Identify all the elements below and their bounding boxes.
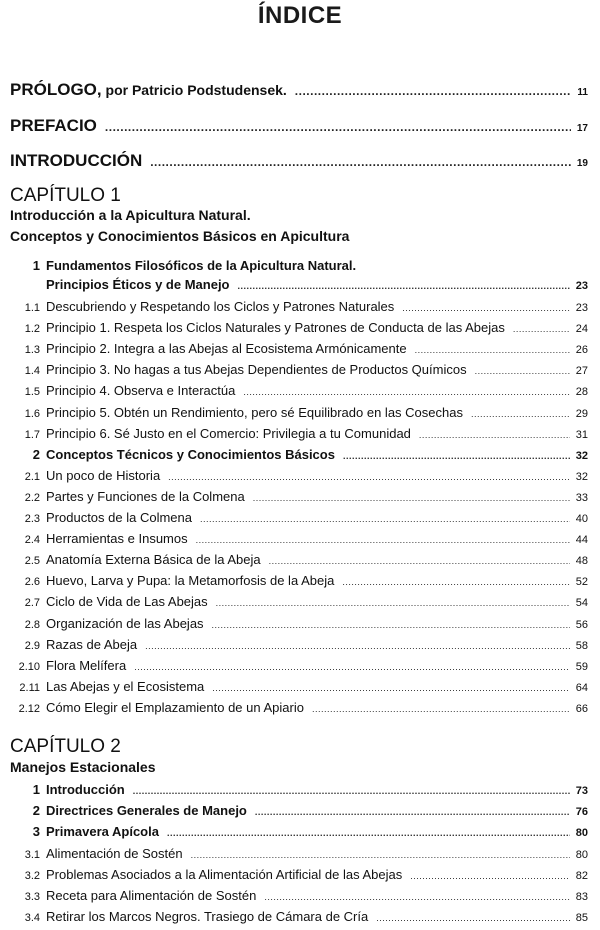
leader-dots <box>212 620 570 630</box>
page-number: 33 <box>575 491 588 504</box>
entry-label: Las Abejas y el Ecosistema <box>46 678 205 694</box>
entry-number: 3.4 <box>24 912 40 925</box>
entry-label: Receta para Alimentación de Sostén <box>46 888 257 903</box>
toc-entry[interactable] <box>10 489 588 504</box>
index-title: ÍNDICE <box>257 2 343 29</box>
leader-dots <box>216 598 570 608</box>
toc-entry[interactable] <box>10 679 588 694</box>
leader-dots <box>243 387 569 397</box>
entry-number: 2 <box>32 803 40 819</box>
page-number: 40 <box>575 513 588 525</box>
entry-label: Anatomía Externa Básica de la Abeja <box>46 552 261 568</box>
page-number: 80 <box>575 827 588 840</box>
chapter-2-subtitle: Manejos Estacionales <box>10 759 156 775</box>
entry-label: Principio 1. Respeta los Ciclos Naturales y Patrones de Conducta de las Abejas <box>46 320 505 336</box>
toc-entry[interactable] <box>10 299 588 314</box>
entry-number: 2.11 <box>19 681 40 694</box>
leader-dots <box>253 493 570 503</box>
page-number: 82 <box>575 869 588 882</box>
entry-number: 3 <box>32 824 40 840</box>
page-number: 32 <box>575 449 588 462</box>
entry-number: 1.5 <box>24 386 40 399</box>
toc-entry[interactable] <box>10 573 588 588</box>
toc-entry[interactable] <box>10 531 588 546</box>
toc-entry[interactable] <box>10 782 588 797</box>
toc-entry-prefacio[interactable] <box>10 116 588 136</box>
entry-number: 1.4 <box>24 365 40 378</box>
entry-label: Principios Éticos y de Manejo <box>46 277 230 292</box>
page-number: 64 <box>575 681 588 694</box>
page-number: 58 <box>575 639 588 652</box>
leader-dots <box>376 913 570 923</box>
entry-label: Problemas Asociados a la Alimentación Artificial de las Abejas <box>46 866 403 882</box>
entry-number: 2.1 <box>24 470 40 483</box>
entry-number: 2.8 <box>24 618 40 631</box>
entry-label: Principio 4. Observa e Interactúa <box>46 383 236 399</box>
toc-entry[interactable] <box>10 405 588 420</box>
entry-number: 3.1 <box>24 848 40 861</box>
entry-label: Principio 3. No hagas a tus Abejas Dependientes de Productos Químicos <box>46 362 467 378</box>
toc-entry[interactable] <box>10 803 588 818</box>
toc-entry[interactable] <box>10 447 588 462</box>
entry-label: Descubriendo y Respetando los Ciclos y Patrones Naturales <box>46 299 395 314</box>
leader-dots <box>269 556 570 566</box>
entry-sublabel: por Patricio Podstudensek. <box>101 82 287 98</box>
leader-dots <box>255 807 570 817</box>
chapter-1-subtitle-line-1: Introducción a la Apicultura Natural. <box>10 207 251 223</box>
entry-number: 1 <box>32 258 40 273</box>
entry-number: 1.7 <box>24 428 40 441</box>
page-number: 73 <box>575 785 588 797</box>
toc-entry[interactable] <box>10 362 588 377</box>
page-number: 85 <box>575 912 588 925</box>
entry-label: Principio 5. Obtén un Rendimiento, pero sé Equilibrado en las Cosechas <box>46 404 463 420</box>
leader-dots <box>410 871 570 881</box>
entry-label: Conceptos Técnicos y Conocimientos Básicos <box>46 446 335 462</box>
entry-number: 2 <box>32 446 40 462</box>
leader-dots <box>343 451 570 461</box>
entry-number: 2.12 <box>18 702 40 715</box>
entry-number: 2.2 <box>24 491 40 504</box>
entry-label: PREFACIO <box>10 116 97 135</box>
page-number: 44 <box>575 534 588 547</box>
toc-entry[interactable] <box>10 552 588 567</box>
leader-dots <box>145 641 570 651</box>
toc-entry[interactable] <box>10 909 588 924</box>
entry-number: 2.7 <box>24 597 40 610</box>
page-number: 23 <box>575 280 588 292</box>
page-number: 80 <box>575 848 588 861</box>
page-number: 23 <box>575 302 588 314</box>
entry-label: Introducción <box>46 782 125 797</box>
entry-label: Ciclo de Vida de Las Abejas <box>46 594 208 610</box>
toc-entry[interactable] <box>10 320 588 335</box>
entry-number: 2.10 <box>18 660 40 673</box>
page-number: 31 <box>575 428 588 441</box>
leader-dots <box>295 84 572 98</box>
toc-entry[interactable] <box>10 383 588 398</box>
leader-dots <box>200 514 570 524</box>
page-number: 56 <box>575 618 588 631</box>
entry-number: 1.1 <box>24 302 40 314</box>
toc-entry[interactable] <box>10 658 588 673</box>
entry-number: 2.9 <box>24 639 40 652</box>
page-number: 48 <box>575 555 588 568</box>
leader-dots <box>167 828 570 838</box>
toc-entry[interactable] <box>10 700 588 715</box>
leader-dots <box>419 430 570 440</box>
page-number: 26 <box>575 344 588 357</box>
entry-label: Principio 6. Sé Justo en el Comercio: Privilegia a tu Comunidad <box>46 425 411 441</box>
toc-entry[interactable] <box>10 867 588 882</box>
entry-label: PRÓLOGO, <box>10 80 102 99</box>
page-number: 54 <box>575 597 588 610</box>
page-number: 17 <box>576 123 588 134</box>
leader-dots <box>134 662 570 672</box>
chapter-1-heading: CAPÍTULO 1 <box>10 185 121 206</box>
leader-dots <box>402 303 569 313</box>
page-number: 24 <box>575 323 588 336</box>
entry-number: 2.4 <box>24 534 40 547</box>
leader-dots <box>168 472 570 482</box>
page-number: 29 <box>575 407 588 420</box>
leader-dots <box>312 704 570 714</box>
entry-label: Herramientas e Insumos <box>46 531 188 547</box>
toc-entry-continuation[interactable] <box>10 277 588 292</box>
leader-dots <box>133 786 570 796</box>
entry-label: Flora Melífera <box>46 657 127 673</box>
leader-dots <box>264 892 569 902</box>
entry-label: Un poco de Historia <box>46 467 161 483</box>
entry-label: Cómo Elegir el Emplazamiento de un Apiario <box>46 699 304 715</box>
toc-entry-prologo[interactable] <box>10 80 588 100</box>
page-number: 76 <box>575 806 588 819</box>
toc-entry[interactable] <box>10 510 588 525</box>
leader-dots <box>475 366 570 376</box>
toc-entry[interactable] <box>10 341 588 356</box>
page-number: 83 <box>575 891 588 903</box>
leader-dots <box>196 535 570 545</box>
entry-label: Primavera Apícola <box>46 824 159 840</box>
chapter-1-subtitle-line-2: Conceptos y Conocimientos Básicos en Apicultura <box>10 228 350 244</box>
entry-label: Fundamentos Filosóficos de la Apicultura Natural. <box>46 258 357 273</box>
leader-dots <box>342 577 569 587</box>
entry-label: Partes y Funciones de la Colmena <box>46 488 245 504</box>
page-number: 52 <box>575 576 588 589</box>
page-number: 11 <box>577 87 588 98</box>
entry-number: 1.2 <box>24 323 40 336</box>
entry-label: Productos de la Colmena <box>46 510 192 525</box>
leader-dots <box>415 345 570 355</box>
leader-dots <box>471 409 570 419</box>
entry-number: 2.3 <box>24 513 40 525</box>
chapter-2-heading: CAPÍTULO 2 <box>10 736 121 757</box>
entry-number: 2.6 <box>24 576 40 589</box>
toc-entry-introduccion[interactable] <box>10 151 588 171</box>
entry-label: Huevo, Larva y Pupa: la Metamorfosis de la Abeja <box>46 573 335 589</box>
entry-number: 1 <box>32 782 40 797</box>
toc-entry[interactable] <box>10 426 588 441</box>
page-number: 32 <box>575 470 588 483</box>
entry-number: 3.2 <box>24 869 40 882</box>
page-number: 66 <box>575 702 588 715</box>
entry-label: Alimentación de Sostén <box>46 845 183 861</box>
entry-label: INTRODUCCIÓN <box>10 151 143 170</box>
page-number: 28 <box>575 386 588 399</box>
entry-number: 1.3 <box>24 344 40 357</box>
entry-label: Razas de Abeja <box>46 636 138 652</box>
leader-dots <box>238 281 570 291</box>
entry-label: Organización de las Abejas <box>46 615 204 631</box>
toc-entry[interactable] <box>10 594 588 609</box>
leader-dots <box>513 324 570 334</box>
toc-entry[interactable] <box>10 468 588 483</box>
leader-dots <box>212 683 570 693</box>
leader-dots <box>191 850 570 860</box>
toc-entry[interactable] <box>10 846 588 861</box>
entry-number: 3.3 <box>24 891 40 903</box>
toc-entry[interactable] <box>10 258 588 273</box>
page-number: 27 <box>575 365 588 378</box>
leader-dots <box>150 155 571 169</box>
entry-label: Retirar los Marcos Negros. Trasiego de Cámara de Cría <box>46 909 369 925</box>
toc-entry[interactable] <box>10 616 588 631</box>
entry-number: 2.5 <box>24 555 40 568</box>
entry-label: Principio 2. Integra a las Abejas al Ecosistema Armónicamente <box>46 341 407 357</box>
toc-entry[interactable] <box>10 824 588 839</box>
page-number: 59 <box>575 660 588 673</box>
leader-dots <box>105 120 571 134</box>
toc-entry[interactable] <box>10 888 588 903</box>
entry-label: Directrices Generales de Manejo <box>46 803 247 819</box>
page-number: 19 <box>576 158 588 169</box>
entry-number: 1.6 <box>24 407 40 420</box>
toc-entry[interactable] <box>10 637 588 652</box>
